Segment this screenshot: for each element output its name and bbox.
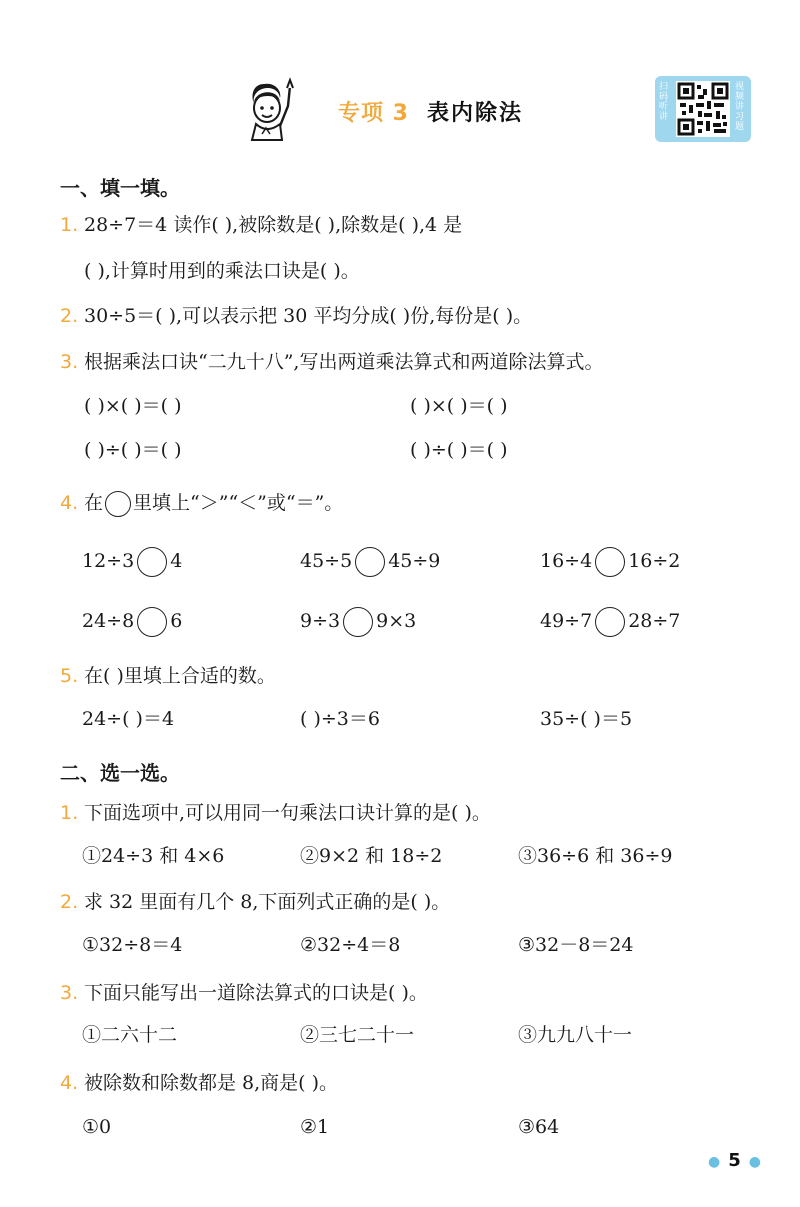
compare-left: 24÷8 xyxy=(82,610,135,632)
dot-icon: ● xyxy=(708,1154,721,1170)
dot-icon: ● xyxy=(748,1154,761,1170)
option-2[interactable]: ②1 xyxy=(300,1116,330,1138)
question-text-post: 里填上“＞”“＜”或“＝”。 xyxy=(133,492,344,514)
question-text-pre: 在 xyxy=(84,492,104,514)
fill-item: ( )÷3＝6 xyxy=(300,708,380,730)
option-2[interactable]: ②32÷4＝8 xyxy=(300,934,401,956)
question-number: 3. xyxy=(60,982,79,1004)
answer-circle[interactable] xyxy=(137,607,167,637)
question-1-1 xyxy=(60,212,462,238)
question-number: 4. xyxy=(60,1072,79,1094)
answer-row-divide-1: ( )÷( )＝( ) xyxy=(84,439,182,461)
question-text: 求 32 里面有几个 8,下面列式正确的是( )。 xyxy=(84,891,451,913)
page-number-value: 5 xyxy=(728,1150,741,1171)
compare-item xyxy=(82,547,182,577)
question-1-3 xyxy=(60,349,603,375)
compare-item xyxy=(540,547,680,577)
question-text: 30÷5＝( ),可以表示把 30 平均分成( )份,每份是( )。 xyxy=(84,305,533,327)
answer-circle[interactable] xyxy=(595,607,625,637)
compare-right: 9×3 xyxy=(376,610,417,632)
compare-left: 49÷7 xyxy=(540,610,593,632)
section-title-fill: 一、填一填。 xyxy=(60,176,180,200)
question-2-4 xyxy=(60,1070,338,1096)
compare-item xyxy=(300,607,416,637)
compare-left: 9÷3 xyxy=(300,610,341,632)
compare-right: 28÷7 xyxy=(628,610,681,632)
option-1[interactable]: ①0 xyxy=(82,1116,112,1138)
topic-label: 专项 3 xyxy=(338,101,409,126)
question-1-4 xyxy=(60,490,343,517)
circle-icon xyxy=(105,491,131,517)
option-3[interactable]: ③64 xyxy=(518,1116,560,1138)
question-text: 在( )里填上合适的数。 xyxy=(84,665,276,687)
option-2[interactable]: ②三七二十一 xyxy=(300,1024,415,1046)
question-2-1 xyxy=(60,800,491,826)
question-number: 4. xyxy=(60,492,79,514)
compare-item xyxy=(300,547,440,577)
question-2-3 xyxy=(60,980,428,1006)
compare-right: 6 xyxy=(170,610,183,632)
qr-side-text-right: 视频讲习题 xyxy=(735,82,745,132)
question-text: 下面选项中,可以用同一句乘法口诀计算的是( )。 xyxy=(84,802,491,824)
answer-circle[interactable] xyxy=(355,547,385,577)
option-3[interactable]: ③32－8＝24 xyxy=(518,934,634,956)
question-text: 根据乘法口诀“二九十八”,写出两道乘法算式和两道除法算式。 xyxy=(84,351,604,373)
cartoon-boy-icon xyxy=(240,76,300,142)
qr-code-panel[interactable] xyxy=(655,76,751,142)
question-1-1-continued: ( ),计算时用到的乘法口诀是( )。 xyxy=(84,260,360,282)
compare-item xyxy=(82,607,182,637)
compare-right: 16÷2 xyxy=(628,550,681,572)
question-text: 28÷7＝4 读作( ),被除数是( ),除数是( ),4 是 xyxy=(84,214,463,236)
option-3[interactable]: ③36÷6 和 36÷9 xyxy=(518,845,673,867)
answer-circle[interactable] xyxy=(343,607,373,637)
compare-right: 4 xyxy=(170,550,183,572)
option-2[interactable]: ②9×2 和 18÷2 xyxy=(300,845,443,867)
fill-item: 35÷( )＝5 xyxy=(540,708,633,730)
question-number: 1. xyxy=(60,802,79,824)
qr-side-text-left: 扫码听讲 xyxy=(659,82,669,122)
section-title-choose: 二、选一选。 xyxy=(60,761,180,785)
topic-title: 表内除法 xyxy=(426,101,523,126)
answer-row-divide-2: ( )÷( )＝( ) xyxy=(410,439,508,461)
question-number: 2. xyxy=(60,891,79,913)
compare-left: 12÷3 xyxy=(82,550,135,572)
answer-row-multiply-2: ( )×( )＝( ) xyxy=(410,395,508,417)
answer-circle[interactable] xyxy=(595,547,625,577)
question-1-5 xyxy=(60,663,276,689)
option-1[interactable]: ①32÷8＝4 xyxy=(82,934,183,956)
question-text: 下面只能写出一道除法算式的口诀是( )。 xyxy=(84,982,428,1004)
question-number: 5. xyxy=(60,665,79,687)
option-3[interactable]: ③九九八十一 xyxy=(518,1024,633,1046)
question-text: 被除数和除数都是 8,商是( )。 xyxy=(84,1072,339,1094)
answer-circle[interactable] xyxy=(137,547,167,577)
question-2-2 xyxy=(60,889,450,915)
page-number xyxy=(700,1150,769,1171)
compare-left: 45÷5 xyxy=(300,550,353,572)
page-title xyxy=(338,96,523,127)
compare-right: 45÷9 xyxy=(388,550,441,572)
fill-item: 24÷( )＝4 xyxy=(82,708,175,730)
question-number: 1. xyxy=(60,214,79,236)
compare-left: 16÷4 xyxy=(540,550,593,572)
question-number: 3. xyxy=(60,351,79,373)
question-1-2 xyxy=(60,303,532,329)
question-number: 2. xyxy=(60,305,79,327)
compare-item xyxy=(540,607,680,637)
option-1[interactable]: ①二六十二 xyxy=(82,1024,178,1046)
option-1[interactable]: ①24÷3 和 4×6 xyxy=(82,845,225,867)
answer-row-multiply-1: ( )×( )＝( ) xyxy=(84,395,182,417)
qr-code-icon xyxy=(676,81,730,137)
